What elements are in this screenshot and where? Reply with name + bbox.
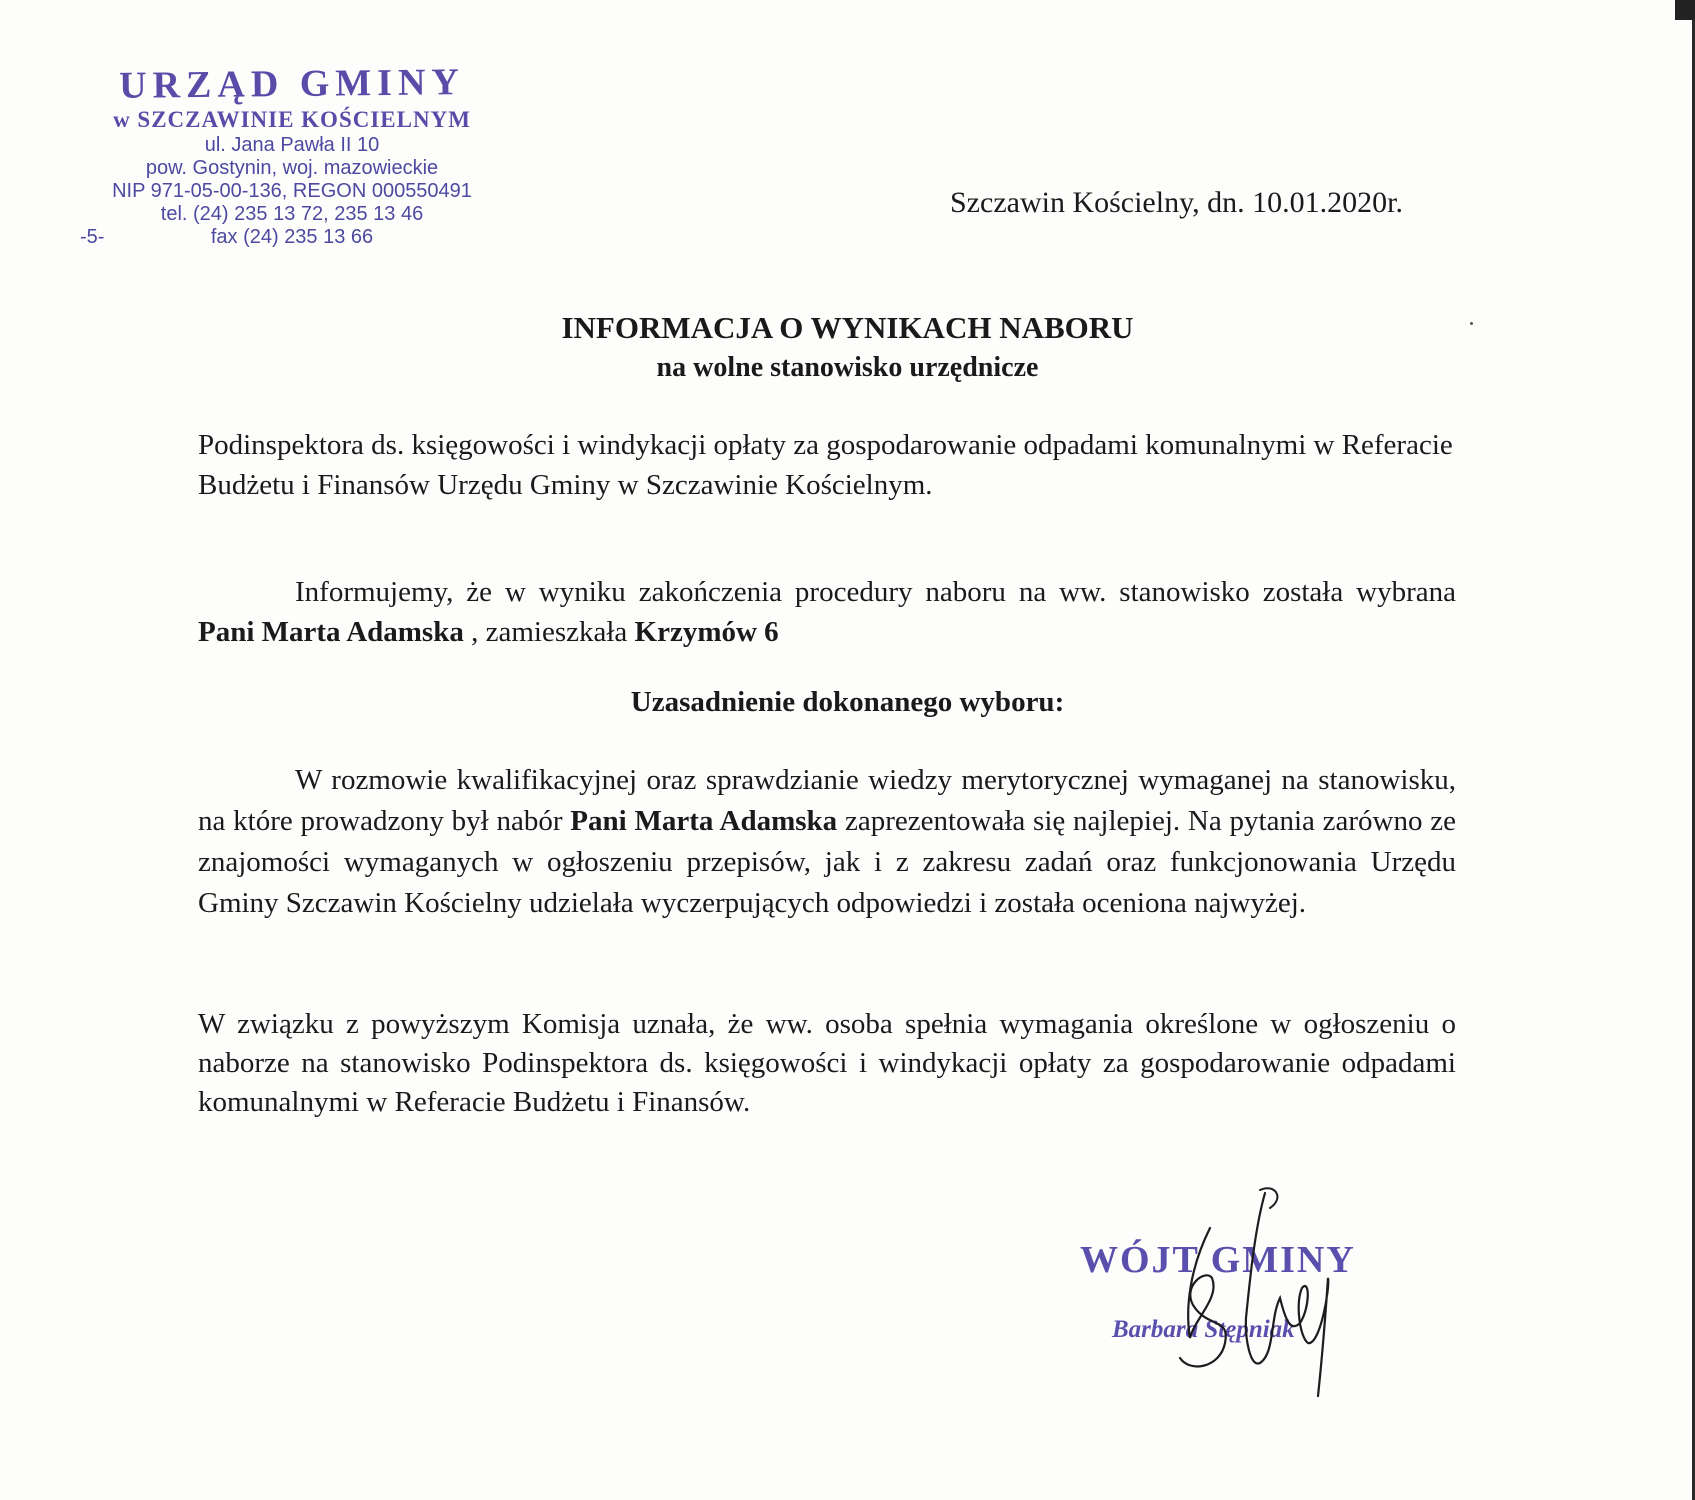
stamp-fax: fax (24) 235 13 66 — [210, 226, 374, 248]
stamp-fax-row — [72, 226, 512, 249]
document-subtitle: na wolne stanowisko urzędnicze — [656, 352, 1039, 383]
stamp-title: URZĄD GMINY — [118, 61, 466, 107]
announcement-paragraph — [198, 572, 1456, 652]
announcement-middle: , zamieszkała — [463, 616, 635, 648]
stamp-subtitle: w SZCZAWINIE KOŚCIELNYM — [113, 107, 471, 132]
position-paragraph: Podinspektora ds. księgowości i windykacji opłaty za gospodarowanie odpadami komunalnymi w Referacie Budżetu i Finansów Urzędu Gminy w Szczawinie Kościelnym. — [198, 429, 1453, 501]
selected-candidate-name: Pani Marta Adamska — [198, 616, 464, 648]
scan-speck — [1470, 322, 1473, 325]
signature-name: Barbara Stępniak — [1112, 1316, 1295, 1343]
scan-corner-mark — [1675, 0, 1695, 20]
justification-part2: zaprezentowała się najlepiej. Na pytania zarówno ze znajomości wymaganych w ogłoszeniu przepisów, jak i z zakresu zadań oraz funkcjonowania Urzędu Gminy Szczawin Kościelny udzielała wyczerpujących odpowiedzi i została oceniona najwyżej. — [198, 805, 1457, 919]
stamp-address: ul. Jana Pawła II 10 — [204, 134, 380, 156]
office-stamp — [72, 62, 512, 249]
announcement-intro: Informujemy, że w wyniku zakończenia procedury naboru na ww. stanowisko została wybrana — [295, 576, 1456, 608]
justification-paragraph — [198, 760, 1456, 924]
signature-title: WÓJT GMINY — [1080, 1239, 1356, 1281]
stamp-region: pow. Gostynin, woj. mazowieckie — [145, 157, 439, 179]
stamp-phone: tel. (24) 235 13 72, 235 13 46 — [160, 203, 424, 225]
stamp-ids: NIP 971-05-00-136, REGON 000550491 — [112, 180, 472, 202]
document-title: INFORMACJA O WYNIKACH NABORU — [561, 310, 1134, 345]
candidate-residence: Krzymów 6 — [634, 616, 779, 648]
conclusion-paragraph: W związku z powyższym Komisja uznała, że ww. osoba spełnia wymagania określone w ogłoszeniu o naborze na stanowisko Podinspektora ds. księgowości i windykacji opłaty za gospodarowanie odpadami komunalnymi w Referacie Budżetu i Finansów. — [198, 1008, 1456, 1118]
handwritten-signature — [1150, 1168, 1370, 1398]
document-date: Szczawin Kościelny, dn. 10.01.2020r. — [950, 186, 1403, 219]
justification-heading: Uzasadnienie dokonanego wyboru: — [630, 686, 1065, 718]
justification-candidate-name: Pani Marta Adamska — [570, 805, 838, 837]
stamp-number: -5- — [80, 226, 105, 248]
justification-part1: W rozmowie kwalifikacyjnej oraz sprawdzianie wiedzy merytorycznej wymaganej na stanowisku, na które prowadzony był nabór — [198, 764, 1456, 837]
